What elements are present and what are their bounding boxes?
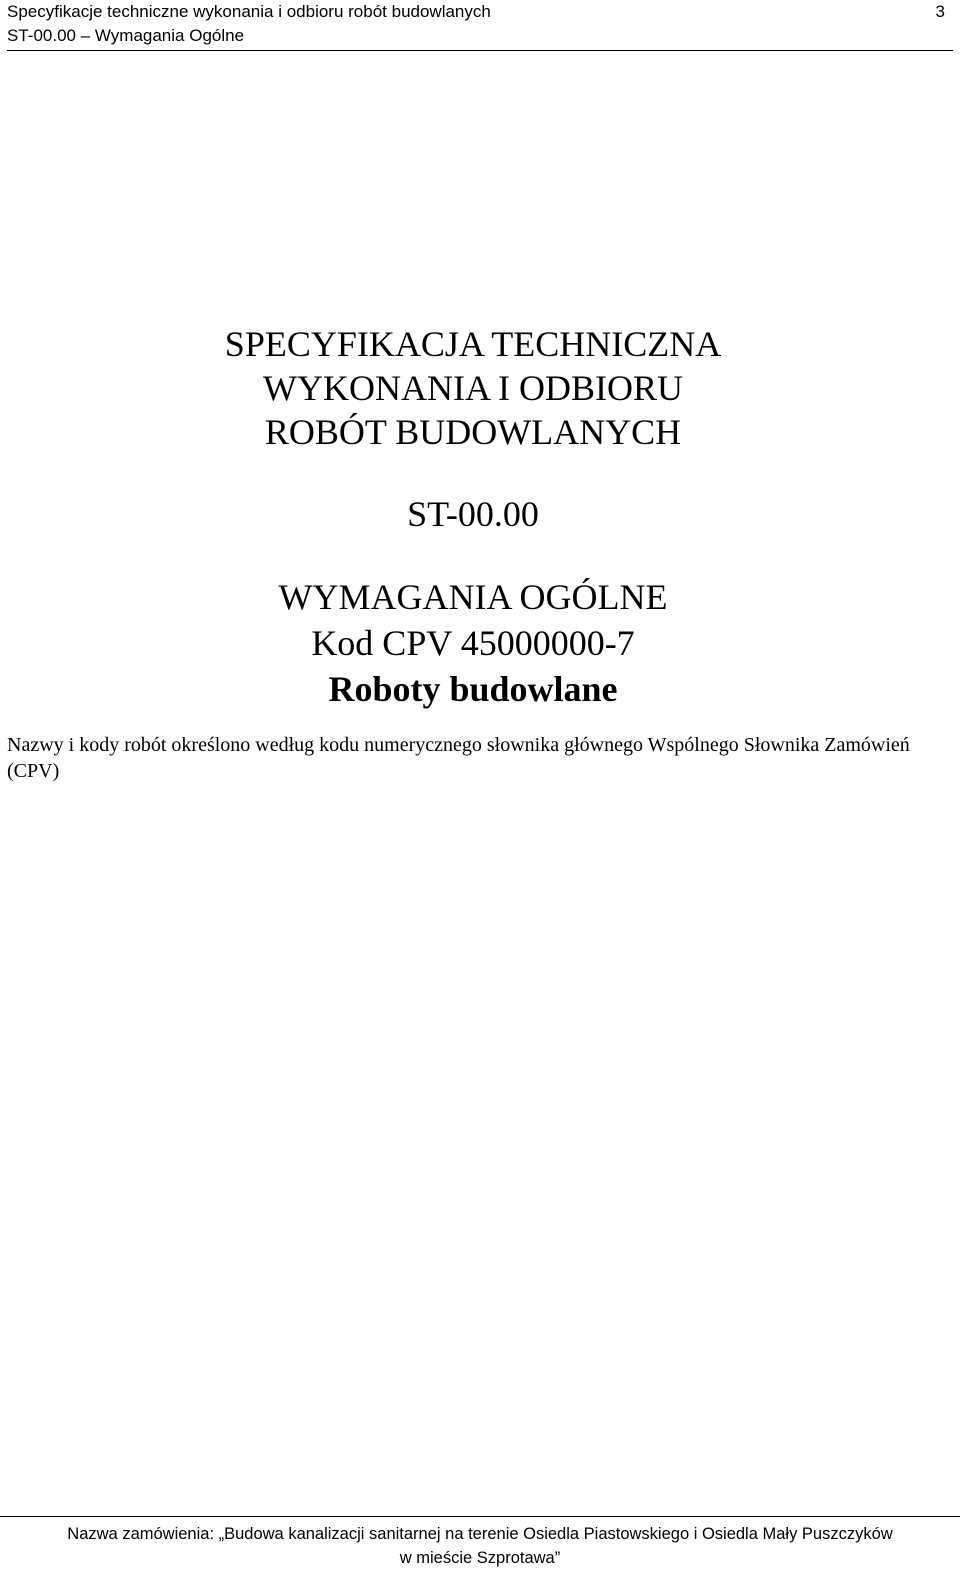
document-title xyxy=(0,322,946,454)
title-line-1: SPECYFIKACJA TECHNICZNA xyxy=(224,324,722,364)
header-title: Specyfikacje techniczne wykonania i odbioru robót budowlanych xyxy=(7,2,491,21)
subtitle-line-1: WYMAGANIA OGÓLNE xyxy=(278,577,668,617)
title-line-2: WYKONANIA I ODBIORU xyxy=(263,368,683,408)
works-name-line: Roboty budowlane xyxy=(328,669,618,709)
cpv-note: Nazwy i kody robót określono według kodu numerycznego słownika głównego Wspólnego Słownika Zamówień (CPV) xyxy=(7,734,910,782)
page-footer xyxy=(0,1516,960,1570)
document-subtitle xyxy=(0,574,946,712)
title-line-3: ROBÓT BUDOWLANYCH xyxy=(264,412,682,452)
page-number: 3 xyxy=(935,2,945,21)
header-subtitle: ST-00.00 – Wymagania Ogólne xyxy=(7,26,245,45)
cpv-code-line: Kod CPV 45000000-7 xyxy=(311,623,635,663)
specification-code: ST-00.00 xyxy=(407,494,539,534)
footer-line-2: w mieście Szprotawa” xyxy=(399,1549,561,1567)
page-header xyxy=(7,0,953,51)
footer-line-1: Nazwa zamówienia: „Budowa kanalizacji sanitarnej na terenie Osiedla Piastowskiego i Osiedla Mały Puszczyków xyxy=(67,1525,893,1543)
